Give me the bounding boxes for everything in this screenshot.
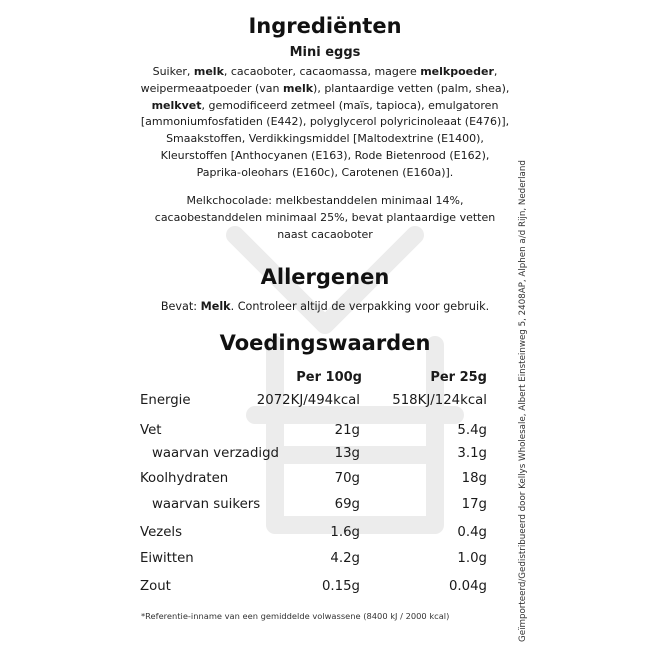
allergen-highlight: melkvet (151, 98, 202, 112)
ingredients-segment: , gemodificeerd zetmeel (maïs, tapioca), emulgatoren (201, 98, 499, 112)
nutrition-row (140, 423, 500, 443)
ingredients-segment: Smaakstoffen, Verdikkingsmiddel [Maltodextrine (E1400), (166, 132, 484, 146)
ingredients-segment: weipermeaatpoeder (van (140, 81, 284, 95)
ingredients-title: Ingrediënten (248, 14, 402, 38)
nutrition-row (140, 525, 500, 545)
nutrition-row (140, 393, 500, 413)
importer-side-text: Geïmporteerd/Gedistribueerd door Kellys Wholesale, Albert Einsteinweg 5, 2408AP, Alphen a/d Rijn, Nederland (518, 160, 528, 642)
allergen-highlight: melkpoeder (420, 65, 494, 78)
allergens-bold: Melk (200, 300, 231, 313)
per-25g-value: 0.4g (457, 525, 487, 540)
per-100g-value: 70g (334, 471, 360, 486)
milk-chocolate-line: naast cacaoboter (277, 227, 373, 241)
nutrition-row (140, 551, 500, 571)
ingredients-list (130, 64, 520, 182)
ingredients-line (130, 131, 520, 148)
nutrient-label: Vezels (140, 525, 183, 540)
ingredients-segment: [ammoniumfosfatiden (E442), polyglycerol polyricinoleaat (E476)], (140, 115, 510, 129)
per-100g-value: 13g (334, 446, 360, 461)
ingredients-segment: Suiker, (152, 65, 194, 78)
ingredients-line (130, 165, 520, 182)
allergen-highlight: melk (193, 65, 224, 78)
ingredients-line (130, 64, 520, 81)
per-100g-value: 21g (334, 423, 360, 438)
per-100g-header: Per 100g (296, 370, 362, 385)
reference-footnote: *Referentie-inname van een gemiddelde volwassene (8400 kJ / 2000 kcal) (141, 611, 450, 621)
allergens-text (0, 300, 650, 313)
per-25g-value: 0.04g (448, 579, 487, 594)
per-25g-value: 1.0g (457, 551, 487, 566)
ingredients-segment: , cacaoboter, cacaomassa, magere (223, 65, 421, 78)
per-100g-value: 69g (334, 497, 360, 512)
per-100g-value: 2072KJ/494kcal (256, 393, 360, 408)
nutrient-label: waarvan suikers (152, 497, 261, 512)
nutrient-label: Zout (140, 579, 171, 594)
milk-chocolate-line: Melkchocolade: melkbestanddelen minimaal 14%, (186, 194, 464, 207)
nutrition-row (140, 471, 500, 491)
allergens-suffix: . Controleer altijd de verpakking voor gebruik. (230, 300, 490, 313)
per-100g-value: 0.15g (321, 579, 360, 594)
per-25g-header: Per 25g (430, 370, 487, 385)
nutrition-row (140, 497, 500, 517)
nutrient-label: Koolhydraten (140, 471, 229, 486)
per-25g-value: 5.4g (457, 423, 487, 438)
nutrition-title: Voedingswaarden (219, 331, 431, 355)
nutrition-row (140, 579, 500, 599)
ingredients-segment: Kleurstoffen [Anthocyanen (E163), Rode Bietenrood (E162), (160, 148, 490, 162)
per-100g-value: 1.6g (330, 525, 360, 540)
nutrient-label: waarvan verzadigd (152, 446, 279, 461)
nutrient-label: Energie (140, 393, 191, 408)
watermark-logo-icon (215, 195, 475, 575)
per-25g-value: 518KJ/124kcal (392, 393, 487, 408)
milk-chocolate-line: cacaobestanddelen minimaal 25%, bevat plantaardige vetten (154, 210, 496, 224)
ingredients-line (130, 114, 520, 131)
per-25g-value: 18g (461, 471, 487, 486)
nutrient-label: Vet (140, 423, 162, 438)
nutrition-row (140, 446, 500, 466)
ingredients-segment: ), plantaardige vetten (palm, shea), (313, 81, 510, 95)
per-25g-value: 17g (461, 497, 487, 512)
per-100g-value: 4.2g (330, 551, 360, 566)
nutrient-label: Eiwitten (140, 551, 194, 566)
allergen-highlight: melk (283, 81, 314, 95)
ingredients-line (130, 98, 520, 115)
product-name: Mini eggs (289, 45, 361, 60)
milk-chocolate-info (130, 193, 520, 243)
allergens-title: Allergenen (260, 265, 390, 289)
per-25g-value: 3.1g (457, 446, 487, 461)
ingredients-segment: , (493, 65, 498, 78)
allergens-prefix: Bevat: (160, 300, 201, 313)
ingredients-segment: Paprika-oleohars (E160c), Carotenen (E160a)]. (196, 165, 454, 179)
ingredients-line (130, 81, 520, 98)
ingredients-line (130, 148, 520, 165)
